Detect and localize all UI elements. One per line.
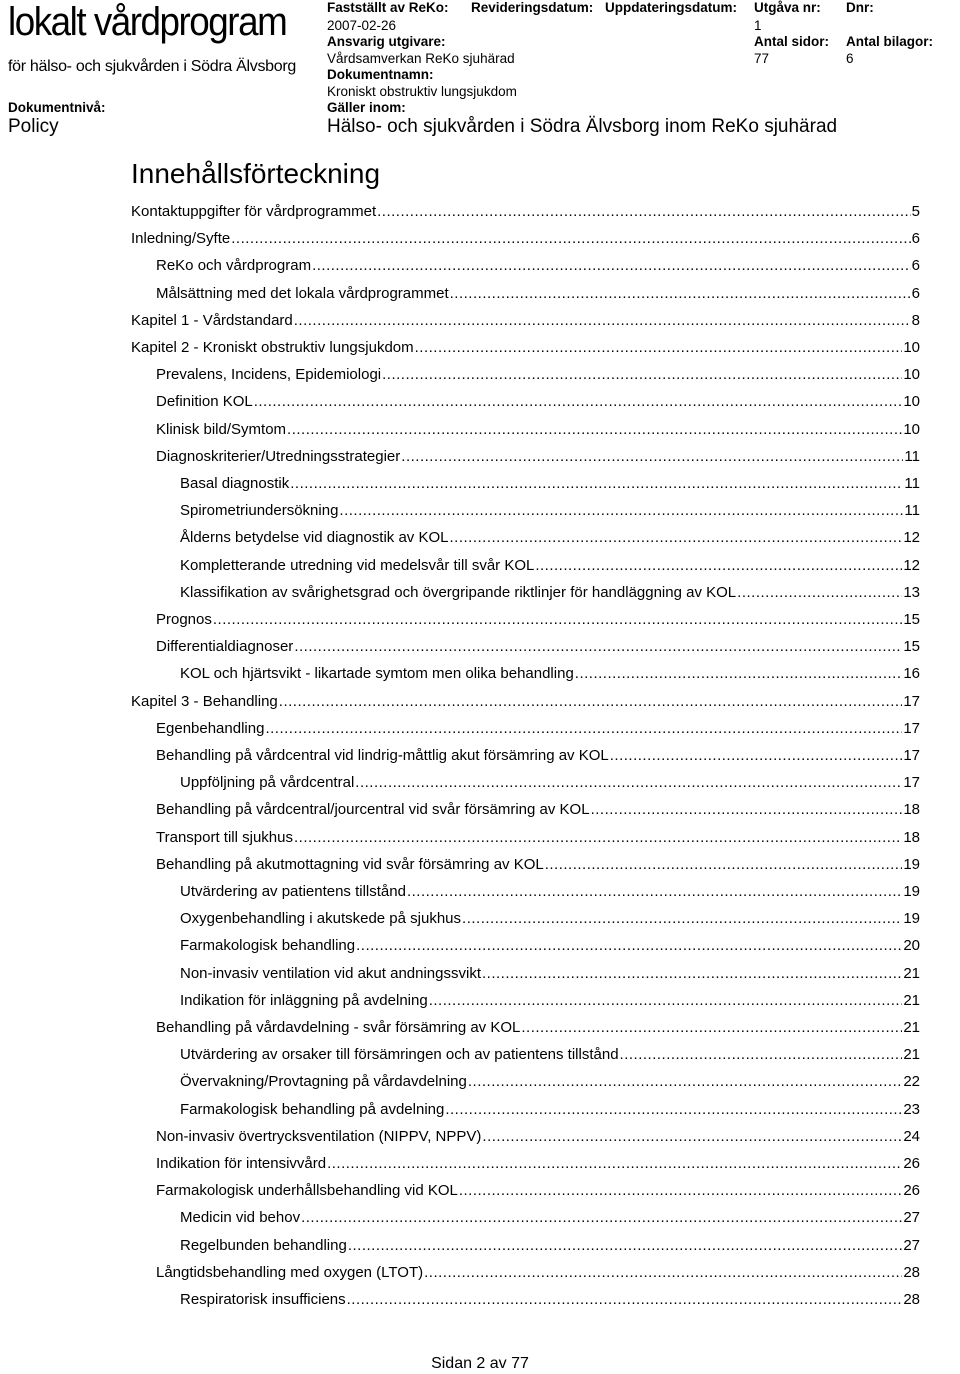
toc-leader-dots bbox=[482, 1129, 902, 1144]
toc-entry-page: 8 bbox=[911, 311, 920, 329]
toc-entry-title: KOL och hjärtsvikt - likartade symtom men olika behandling bbox=[180, 665, 574, 683]
utgava-label: Utgåva nr: bbox=[754, 0, 821, 15]
toc-entry-page: 28 bbox=[903, 1291, 920, 1308]
dokumentniva-value: Policy bbox=[8, 116, 59, 137]
toc-leader-dots bbox=[737, 585, 902, 600]
toc-entry-page: 17 bbox=[903, 774, 920, 792]
toc-entry[interactable] bbox=[156, 1020, 920, 1038]
brand-title: lokalt vårdprogram bbox=[8, 0, 287, 44]
utgava-value: 1 bbox=[754, 18, 762, 33]
toc-entry-title: Non-invasiv ventilation vid akut andningssvikt bbox=[180, 964, 481, 982]
toc-entry[interactable] bbox=[180, 1292, 920, 1310]
dokumentniva-label: Dokumentnivå: bbox=[8, 100, 106, 115]
toc-entry[interactable] bbox=[156, 857, 920, 875]
toc-entry-page: 5 bbox=[911, 203, 920, 220]
toc-entry-page: 23 bbox=[903, 1100, 920, 1118]
toc-entry[interactable] bbox=[131, 694, 920, 712]
toc-entry-page: 13 bbox=[903, 583, 920, 601]
toc-entry-page: 27 bbox=[903, 1209, 920, 1227]
toc-entry[interactable] bbox=[156, 1265, 920, 1283]
toc-leader-dots bbox=[401, 449, 903, 464]
dokumentnamn-label: Dokumentnamn: bbox=[327, 67, 434, 82]
toc-entry-page: 19 bbox=[903, 855, 920, 873]
toc-entry[interactable] bbox=[156, 1183, 920, 1201]
toc-entry-title: Klinisk bild/Symtom bbox=[156, 420, 287, 438]
toc-leader-dots bbox=[482, 966, 902, 981]
toc-entry-title: Definition KOL bbox=[156, 393, 253, 411]
toc-entry-page: 17 bbox=[903, 747, 920, 764]
toc-entry[interactable] bbox=[131, 340, 920, 358]
toc-entry-title: Oxygenbehandling i akutskede på sjukhus bbox=[180, 910, 462, 928]
toc-entry-page: 6 bbox=[911, 284, 920, 302]
toc-entry-title: Medicin vid behov bbox=[180, 1209, 301, 1227]
page-footer: Sidan 2 av 77 bbox=[431, 1355, 529, 1372]
toc-entry-title: Farmakologisk behandling bbox=[180, 937, 356, 955]
toc-entry-page: 21 bbox=[903, 1046, 920, 1064]
toc-entry[interactable] bbox=[156, 748, 920, 766]
toc-entry[interactable] bbox=[180, 585, 920, 603]
toc-entry-title: Prevalens, Incidens, Epidemiologi bbox=[156, 366, 382, 384]
toc-entry[interactable] bbox=[156, 802, 920, 820]
toc-entry[interactable] bbox=[180, 966, 920, 984]
toc-entry[interactable] bbox=[180, 503, 920, 521]
dokumentnamn-value: Kroniskt obstruktiv lungsjukdom bbox=[327, 84, 517, 99]
toc-entry[interactable] bbox=[156, 1156, 920, 1174]
toc-entry-page: 6 bbox=[911, 257, 920, 275]
toc-entry-page: 21 bbox=[903, 1019, 920, 1036]
revidering-label: Revideringsdatum: bbox=[471, 0, 594, 15]
toc-entry[interactable] bbox=[131, 313, 920, 331]
toc-entry[interactable] bbox=[180, 1210, 920, 1228]
toc-leader-dots bbox=[339, 503, 903, 518]
toc-entry-title: Utvärdering av patientens tillstånd bbox=[180, 883, 406, 900]
toc-leader-dots bbox=[535, 558, 902, 573]
toc-entry-page: 26 bbox=[903, 1155, 920, 1172]
toc-entry[interactable] bbox=[156, 639, 920, 657]
toc-entry[interactable] bbox=[156, 449, 920, 467]
toc-leader-dots bbox=[279, 694, 903, 709]
ansvarig-label: Ansvarig utgivare: bbox=[327, 34, 446, 49]
toc-leader-dots bbox=[294, 313, 911, 328]
toc-entry-page: 22 bbox=[903, 1073, 920, 1091]
toc-entry-page: 16 bbox=[903, 665, 920, 683]
toc-leader-dots bbox=[348, 1238, 902, 1253]
toc-entry-title: Indikation för inläggning på avdelning bbox=[180, 991, 428, 1009]
toc-entry-title: Målsättning med det lokala vårdprogrammet bbox=[156, 284, 449, 302]
antal-bilagor-label: Antal bilagor: bbox=[846, 34, 933, 49]
toc-leader-dots bbox=[445, 1102, 902, 1117]
toc-entry-title: Non-invasiv övertrycksventilation (NIPPV, NPPV) bbox=[156, 1127, 482, 1145]
toc-leader-dots bbox=[620, 1047, 903, 1062]
faststallt-label: Fastställt av ReKo: bbox=[327, 0, 449, 15]
toc-entry[interactable] bbox=[180, 558, 920, 576]
toc-entry[interactable] bbox=[180, 1238, 920, 1256]
toc-entry[interactable] bbox=[156, 394, 920, 412]
toc-entry-page: 6 bbox=[911, 230, 920, 248]
toc-leader-dots bbox=[312, 258, 911, 273]
toc-entry-page: 15 bbox=[903, 638, 920, 656]
toc-entry-title: Kontaktuppgifter för vårdprogrammet bbox=[131, 203, 377, 220]
toc-entry-page: 10 bbox=[903, 420, 920, 438]
toc-entry-title: Kapitel 1 - Vårdstandard bbox=[131, 311, 293, 329]
toc-entry-title: Utvärdering av orsaker till försämringen och av patientens tillstånd bbox=[180, 1046, 619, 1064]
toc-entry-title: Farmakologisk behandling på avdelning bbox=[180, 1100, 445, 1118]
toc-leader-dots bbox=[231, 231, 910, 246]
toc-entry[interactable] bbox=[156, 830, 920, 848]
toc-entry-page: 18 bbox=[903, 801, 920, 819]
toc-entry-page: 26 bbox=[903, 1182, 920, 1200]
toc-leader-dots bbox=[327, 1156, 902, 1171]
toc-entry-title: Behandling på vårdcentral vid lindrig-måttlig akut försämring av KOL bbox=[156, 747, 609, 764]
toc-entry-page: 19 bbox=[903, 883, 920, 900]
toc-leader-dots bbox=[347, 1292, 903, 1307]
toc-entry-title: Behandling på akutmottagning vid svår försämring av KOL bbox=[156, 855, 544, 873]
toc-entry[interactable] bbox=[131, 204, 920, 222]
toc-entry[interactable] bbox=[180, 476, 920, 494]
toc-leader-dots bbox=[356, 938, 902, 953]
toc-entry[interactable] bbox=[180, 884, 920, 902]
toc-entry[interactable] bbox=[180, 1102, 920, 1120]
toc-leader-dots bbox=[254, 394, 903, 409]
toc-leader-dots bbox=[377, 204, 911, 219]
antal-sidor-value: 77 bbox=[754, 51, 770, 66]
faststallt-value: 2007-02-26 bbox=[327, 18, 397, 33]
document-header bbox=[0, 0, 960, 140]
toc-heading: Innehållsförteckning bbox=[131, 158, 381, 189]
toc-entry-page: 20 bbox=[903, 937, 920, 955]
toc-entry-title: Inledning/Syfte bbox=[131, 230, 231, 248]
toc-entry[interactable] bbox=[180, 775, 920, 793]
toc-entry-title: Indikation för intensivvård bbox=[156, 1155, 327, 1172]
toc-entry-title: Klassifikation av svårighetsgrad och övergripande riktlinjer för handläggning av KOL bbox=[180, 583, 737, 601]
brand-subtitle: för hälso- och sjukvården i Södra Älvsborg bbox=[8, 58, 296, 75]
toc-entry[interactable] bbox=[156, 258, 920, 276]
toc-leader-dots bbox=[429, 993, 903, 1008]
toc-entry-title: Transport till sjukhus bbox=[156, 828, 293, 846]
toc-leader-dots bbox=[407, 884, 902, 899]
toc-entry[interactable] bbox=[156, 286, 920, 304]
toc-entry-title: Differentialdiagnoser bbox=[156, 638, 294, 656]
toc-entry[interactable] bbox=[156, 367, 920, 385]
toc-entry-title: Prognos bbox=[156, 611, 212, 628]
toc-entry-title: Diagnoskriterier/Utredningsstrategier bbox=[156, 447, 401, 465]
toc-entry-page: 19 bbox=[903, 910, 920, 928]
toc-leader-dots bbox=[610, 748, 903, 763]
toc-leader-dots bbox=[450, 286, 911, 301]
toc-entry-title: Behandling på vårdavdelning - svår försämring av KOL bbox=[156, 1019, 521, 1036]
toc-entry[interactable] bbox=[156, 612, 920, 630]
toc-leader-dots bbox=[468, 1074, 902, 1089]
toc-entry-page: 12 bbox=[903, 556, 920, 574]
toc-leader-dots bbox=[591, 802, 903, 817]
toc-entry-page: 10 bbox=[903, 366, 920, 384]
toc-leader-dots bbox=[459, 1183, 902, 1198]
toc-entry-title: Spirometriundersökning bbox=[180, 502, 339, 520]
toc-entry[interactable] bbox=[180, 1074, 920, 1092]
toc-entry-page: 28 bbox=[903, 1263, 920, 1281]
ansvarig-value: Vårdsamverkan ReKo sjuhärad bbox=[327, 51, 515, 66]
toc-entry-title: Behandling på vårdcentral/jourcentral vid svår försämring av KOL bbox=[156, 801, 590, 819]
toc-entry-title: Uppföljning på vårdcentral bbox=[180, 774, 355, 792]
toc-entry-title: Egenbehandling bbox=[156, 719, 265, 737]
toc-leader-dots bbox=[355, 775, 902, 790]
toc-entry[interactable] bbox=[180, 911, 920, 929]
antal-bilagor-value: 6 bbox=[846, 51, 854, 66]
toc-entry[interactable] bbox=[180, 938, 920, 956]
toc-leader-dots bbox=[265, 721, 902, 736]
toc-entry-title: Regelbunden behandling bbox=[180, 1236, 347, 1254]
toc-entry[interactable] bbox=[156, 422, 920, 440]
toc-leader-dots bbox=[521, 1020, 902, 1035]
toc-entry-title: Långtidsbehandling med oxygen (LTOT) bbox=[156, 1263, 424, 1281]
toc-entry-page: 27 bbox=[903, 1236, 920, 1254]
toc-entry-page: 11 bbox=[904, 502, 920, 520]
toc-entry[interactable] bbox=[180, 530, 920, 548]
toc-entry-page: 17 bbox=[903, 719, 920, 737]
toc-entry-title: Kapitel 2 - Kroniskt obstruktiv lungsjukdom bbox=[131, 339, 414, 356]
toc-entry-page: 15 bbox=[903, 611, 920, 628]
galler-value: Hälso- och sjukvården i Södra Älvsborg inom ReKo sjuhärad bbox=[327, 116, 838, 137]
antal-sidor-label: Antal sidor: bbox=[754, 34, 830, 49]
toc-entry[interactable] bbox=[180, 993, 920, 1011]
toc-leader-dots bbox=[545, 857, 903, 872]
toc-leader-dots bbox=[294, 639, 902, 654]
toc-entry-page: 10 bbox=[903, 393, 920, 411]
toc-leader-dots bbox=[213, 612, 902, 627]
toc-entry-title: Basal diagnostik bbox=[180, 475, 290, 492]
toc-entry-title: Ålderns betydelse vid diagnostik av KOL bbox=[180, 529, 449, 547]
toc-leader-dots bbox=[449, 530, 902, 545]
toc-leader-dots bbox=[415, 340, 903, 355]
toc-entry[interactable] bbox=[180, 666, 920, 684]
toc-entry-page: 10 bbox=[903, 339, 920, 356]
toc-leader-dots bbox=[287, 422, 902, 437]
toc-entry[interactable] bbox=[156, 721, 920, 739]
galler-label: Gäller inom: bbox=[327, 100, 406, 115]
toc-entry-page: 11 bbox=[904, 447, 920, 465]
toc-entry-page: 17 bbox=[903, 692, 920, 710]
toc-entry-page: 24 bbox=[903, 1127, 920, 1145]
toc-entry[interactable] bbox=[156, 1129, 920, 1147]
toc-entry-title: Kapitel 3 - Behandling bbox=[131, 692, 278, 710]
toc-entry[interactable] bbox=[180, 1047, 920, 1065]
toc-entry-title: Kompletterande utredning vid medelsvår till svår KOL bbox=[180, 556, 535, 574]
toc-leader-dots bbox=[382, 367, 902, 382]
toc-leader-dots bbox=[462, 911, 902, 926]
toc-leader-dots bbox=[294, 830, 902, 845]
toc-leader-dots bbox=[301, 1210, 902, 1225]
toc-entry-title: Farmakologisk underhållsbehandling vid KOL bbox=[156, 1182, 458, 1200]
toc-leader-dots bbox=[290, 476, 903, 491]
toc-entry-title: Respiratorisk insufficiens bbox=[180, 1291, 346, 1308]
toc-entry-page: 21 bbox=[903, 964, 920, 982]
uppdatering-label: Uppdateringsdatum: bbox=[605, 0, 738, 15]
toc-entry-page: 18 bbox=[903, 828, 920, 846]
toc-entry-page: 21 bbox=[903, 991, 920, 1009]
dnr-label: Dnr: bbox=[846, 0, 874, 15]
toc-entry-title: Övervakning/Provtagning på vårdavdelning bbox=[180, 1073, 467, 1091]
toc-leader-dots bbox=[575, 666, 903, 681]
toc-entry[interactable] bbox=[131, 231, 920, 249]
toc-entry-title: ReKo och vårdprogram bbox=[156, 257, 312, 275]
toc-entry-page: 11 bbox=[904, 475, 920, 492]
toc-entry-page: 12 bbox=[903, 529, 920, 547]
toc-leader-dots bbox=[424, 1265, 902, 1280]
